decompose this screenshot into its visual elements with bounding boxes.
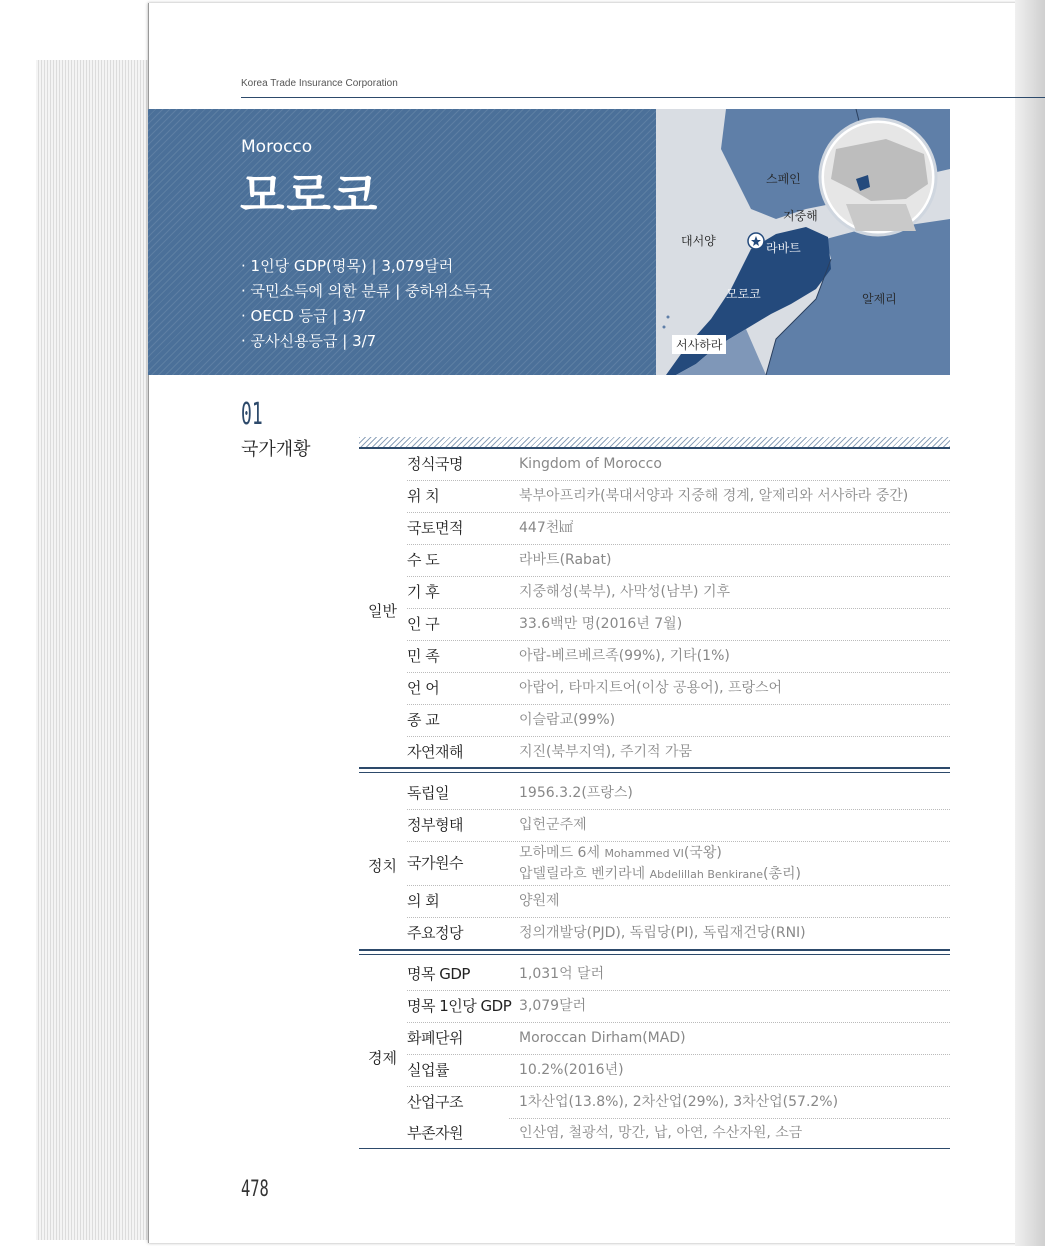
row-key: 산업구조	[407, 1087, 509, 1118]
king-title: (국왕)	[683, 845, 722, 861]
map-label-atlantic: 대서양	[681, 234, 716, 248]
table-row	[407, 705, 950, 737]
location-map	[656, 109, 950, 375]
map-label-western-sahara: 서사하라	[672, 335, 726, 354]
pm-title: (총리)	[763, 866, 802, 882]
country-name-en: Morocco	[241, 137, 313, 157]
row-value-head-of-state	[519, 843, 801, 885]
row-key: 인 구	[407, 609, 509, 640]
group-label-economy: 경제	[368, 1049, 397, 1067]
row-key: 위 치	[407, 481, 509, 512]
row-value: 아랍-베르베르족(99%), 기타(1%)	[519, 648, 730, 664]
table-row	[407, 842, 950, 886]
row-value: Kingdom of Morocco	[519, 456, 662, 472]
row-value: 3,079달러	[519, 998, 587, 1014]
running-header: Korea Trade Insurance Corporation	[241, 78, 398, 89]
row-key: 수 도	[407, 545, 509, 576]
map-label-algeria: 알제리	[862, 292, 897, 306]
table-row	[407, 641, 950, 673]
row-key: 화폐단위	[407, 1023, 509, 1054]
row-value: 이슬람교(99%)	[519, 712, 616, 728]
row-value: Moroccan Dirham(MAD)	[519, 1030, 686, 1046]
row-key: 독립일	[407, 778, 509, 809]
header-rule	[241, 97, 1045, 98]
section-title: 국가개황	[241, 439, 311, 460]
table-row	[407, 513, 950, 545]
page-number: 478	[241, 1177, 269, 1202]
table-row	[407, 545, 950, 577]
pm-name-ko: 압델릴라흐 벤키라네	[519, 866, 650, 882]
fact-gdp-per-capita: · 1인당 GDP(명목) | 3,079달러	[241, 257, 454, 275]
table-bottom-rule	[359, 1148, 950, 1149]
key-facts-list	[241, 254, 492, 354]
row-value: 북부아프리카(북대서양과 지중해 경계, 알제리와 서사하라 중간)	[519, 488, 909, 504]
map-label-spain: 스페인	[766, 172, 801, 186]
table-row	[407, 886, 950, 918]
row-value: 정의개발당(PJD), 독립당(PI), 독립재건당(RNI)	[519, 925, 806, 941]
fact-credit-grade: · 공사신용등급 | 3/7	[241, 332, 377, 350]
row-key: 정부형태	[407, 810, 509, 841]
table-row	[407, 673, 950, 705]
table-row	[407, 778, 950, 810]
section-number: 01	[241, 397, 263, 432]
row-key: 종 교	[407, 705, 509, 736]
king-name-ko: 모하메드 6세	[519, 845, 605, 861]
row-value: 아랍어, 타마지트어(이상 공용어), 프랑스어	[519, 680, 783, 696]
map-label-morocco: 모로코	[726, 287, 761, 301]
country-name-ko: 모로코	[240, 168, 380, 222]
row-value: 447천㎢	[519, 520, 574, 536]
row-key: 실업률	[407, 1055, 509, 1086]
table-row	[407, 959, 950, 991]
table-row	[407, 1087, 950, 1119]
row-key: 기 후	[407, 577, 509, 608]
table-row	[407, 810, 950, 842]
row-key: 명목 GDP	[407, 959, 509, 990]
group-label-general: 일반	[368, 602, 397, 620]
row-key: 언 어	[407, 673, 509, 704]
table-top-rule	[359, 437, 950, 449]
row-value: 1,031억 달러	[519, 966, 605, 982]
row-value: 1956.3.2(프랑스)	[519, 785, 633, 801]
row-value: 33.6백만 명(2016년 7월)	[519, 616, 683, 632]
row-value: 입헌군주제	[519, 817, 587, 833]
row-key: 자연재해	[407, 737, 509, 768]
row-value: 1차산업(13.8%), 2차산업(29%), 3차산업(57.2%)	[519, 1094, 839, 1110]
pm-name-en: Abdelillah Benkirane	[649, 868, 764, 881]
row-value: 10.2%(2016년)	[519, 1062, 624, 1078]
row-key: 의 회	[407, 886, 509, 917]
row-key: 주요정당	[407, 918, 509, 949]
row-key: 민 족	[407, 641, 509, 672]
row-key: 국토면적	[407, 513, 509, 544]
row-value: 라바트(Rabat)	[519, 552, 612, 568]
row-key: 명목 1인당 GDP	[407, 991, 509, 1022]
fact-income-class: · 국민소득에 의한 분류 | 중하위소득국	[241, 282, 493, 300]
table-row	[407, 481, 950, 513]
row-value: 양원제	[519, 893, 560, 909]
table-row	[407, 609, 950, 641]
map-label-mediterranean: 지중해	[783, 209, 818, 223]
table-row	[407, 918, 950, 949]
row-value: 지진(북부지역), 주기적 가뭄	[519, 744, 693, 760]
king-name-en: Mohammed VI	[604, 847, 684, 860]
table-row	[407, 577, 950, 609]
table-row	[407, 737, 950, 768]
group-separator	[359, 949, 950, 955]
table-row	[407, 991, 950, 1023]
page-edges	[36, 60, 148, 1240]
head-of-state-line-1	[519, 843, 801, 864]
page-curl-shadow	[1015, 0, 1045, 1246]
row-value: 지중해성(북부), 사막성(남부) 기후	[519, 584, 731, 600]
table-row	[407, 1118, 950, 1149]
group-label-politics: 정치	[368, 857, 397, 875]
table-row	[407, 1023, 950, 1055]
row-key: 국가원수	[407, 842, 509, 885]
fact-oecd-grade: · OECD 등급 | 3/7	[241, 307, 367, 325]
table-row	[407, 449, 950, 481]
row-key: 정식국명	[407, 449, 509, 480]
group-separator	[359, 767, 950, 773]
table-row	[407, 1055, 950, 1087]
head-of-state-line-2	[519, 864, 801, 885]
row-value: 인산염, 철광석, 망간, 납, 아연, 수산자원, 소금	[519, 1125, 803, 1141]
row-key: 부존자원	[407, 1118, 509, 1149]
map-label-rabat: 라바트	[766, 241, 801, 255]
